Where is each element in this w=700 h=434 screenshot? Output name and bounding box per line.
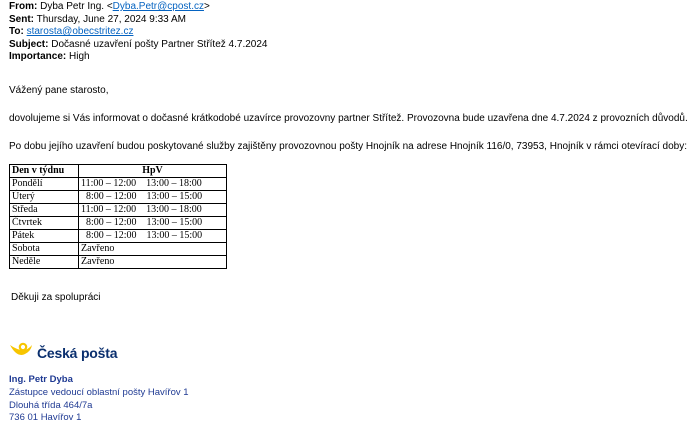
from-close: > [203,1,210,12]
logo-text: Česká pošta [37,344,118,361]
table-row [10,217,227,230]
importance-value: High [69,51,90,63]
to-email-link[interactable]: starosta@obecstritez.cz [26,26,134,38]
day-cell: Středa [10,204,79,217]
day-cell: Neděle [10,256,79,269]
from-label: From: [9,1,38,12]
subject-value: Dočasné uzavření pošty Partner Střítež 4.7.2024 [51,38,268,50]
day-cell: Úterý [10,191,79,204]
from-name: Dyba Petr Ing. < [40,1,113,12]
table-row [10,191,227,204]
subject-label: Subject: [9,38,49,50]
to-line [9,26,267,39]
importance-label: Importance: [9,51,67,63]
greeting: Vážený pane starosto, [9,85,109,96]
from-line [9,1,267,14]
day-cell: Sobota [10,243,79,256]
table-header-row [10,165,227,178]
paragraph-alternative: Po dobu jejího uzavření budou poskytované služby zajištěny provozovnou pošty Hnojník na adrese Hnojník 116/0, 73953, Hnojník v rámci otevírací doby: [9,141,687,152]
signature-role: Zástupce vedoucí oblastní pošty Havířov 1 [9,386,189,398]
hours-cell: Zavřeno [79,256,227,269]
email-header [9,1,267,64]
header-day: Den v týdnu [10,165,79,178]
sent-value: Thursday, June 27, 2024 9:33 AM [36,13,186,25]
thanks-text: Děkuji za spolupráci [11,292,101,303]
day-cell: Čtvrtek [10,217,79,230]
header-hpv: HpV [79,165,227,178]
table-row [10,230,227,243]
importance-line [9,51,267,64]
to-label: To: [9,26,24,38]
signature-block [9,374,189,425]
day-cell: Pátek [10,230,79,243]
paragraph-closure: dovolujeme si Vás informovat o dočasné krátkodobé uzavírce provozovny partner Střítež. Provozovna bude uzavřena dne 4.7.2024 z provozních důvodů. [9,113,688,124]
table-row [10,256,227,269]
signature-city: 736 01 Havířov 1 [9,412,82,424]
hours-cell: Zavřeno [79,243,227,256]
sent-line [9,14,267,27]
hours-cell: 8:00 – 12:00 13:00 – 15:00 [79,230,227,243]
posthorn-icon [8,342,34,363]
day-cell: Pondělí [10,178,79,191]
table-row [10,204,227,217]
sent-label: Sent: [9,13,34,25]
hours-cell: 8:00 – 12:00 13:00 – 15:00 [79,191,227,204]
table-row [10,178,227,191]
from-email-link[interactable]: Dyba.Petr@cpost.cz [112,1,204,12]
hours-cell: 11:00 – 12:00 13:00 – 18:00 [79,178,227,191]
ceska-posta-logo [8,342,117,363]
table-row [10,243,227,256]
hours-cell: 11:00 – 12:00 13:00 – 18:00 [79,204,227,217]
signature-street: Dlouhá třída 464/7a [9,399,93,411]
opening-hours-table [9,164,227,269]
hours-cell: 8:00 – 12:00 13:00 – 15:00 [79,217,227,230]
signature-name: Ing. Petr Dyba [9,374,73,385]
subject-line [9,39,267,52]
